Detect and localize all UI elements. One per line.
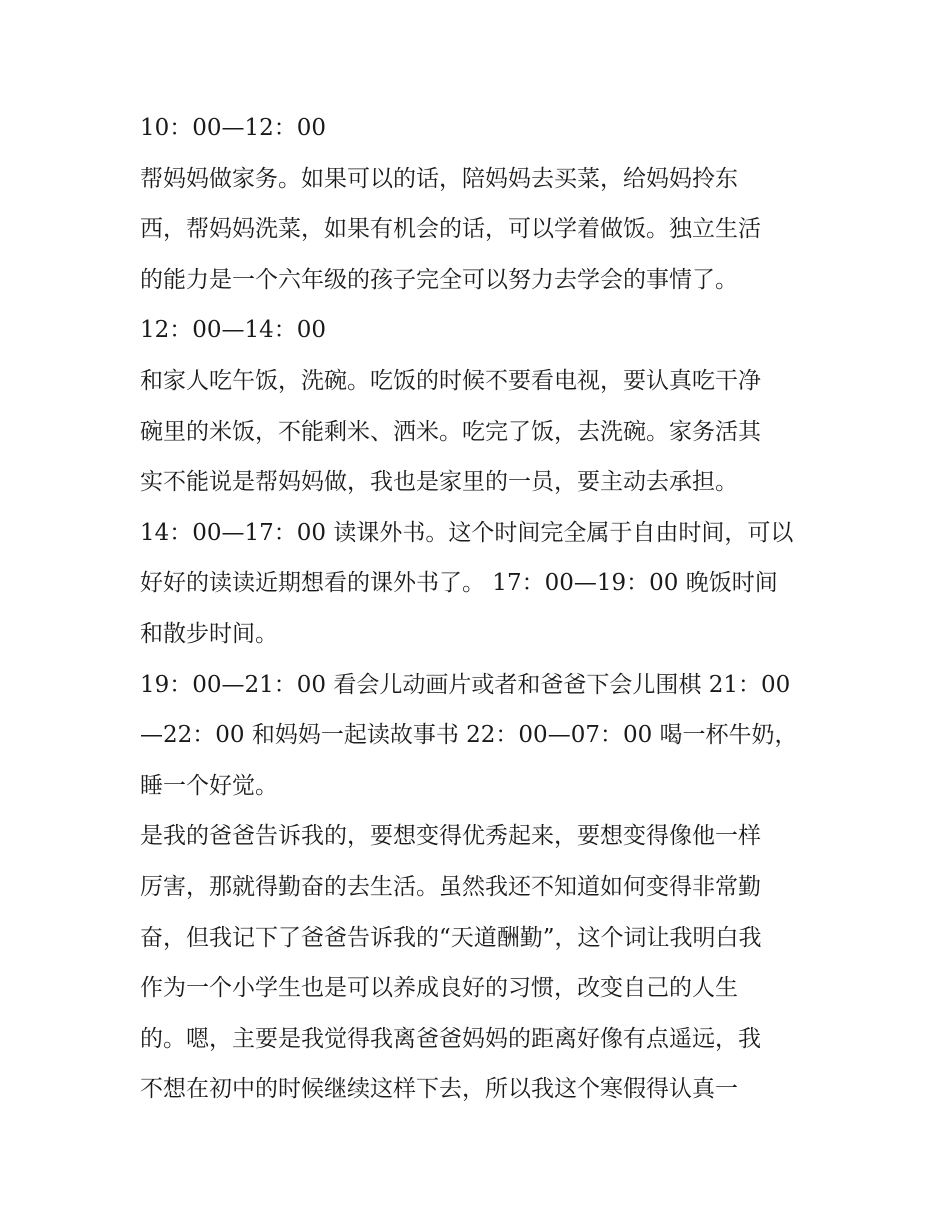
text-line-time-heading: 10：00—12：00 [140, 115, 327, 141]
text-line: 西，帮妈妈洗菜，如果有机会的话，可以学着做饭。独立生活 [140, 216, 761, 243]
text-line: 是我的爸爸告诉我的，要想变得优秀起来，要想变得像他一样 [140, 823, 761, 850]
text-line: 碗里的米饭，不能剩米、洒米。吃完了饭，去洗碗。家务活其 [140, 418, 761, 445]
text-line: —22：00 和妈妈一起读故事书 22：00—07：00 喝一杯牛奶， [140, 722, 798, 749]
text-line-time-heading: 12：00—14：00 [140, 317, 327, 344]
text-line: 和家人吃午饭，洗碗。吃饭的时候不要看电视，要认真吃干净 [140, 367, 761, 394]
text-line: 实不能说是帮妈妈做，我也是家里的一员，要主动去承担。 [140, 469, 738, 496]
document-body [140, 103, 820, 1115]
text-line: 厉害，那就得勤奋的去生活。虽然我还不知道如何变得非常勤 [140, 873, 761, 900]
text-line: 帮妈妈做家务。如果可以的话，陪妈妈去买菜，给妈妈拎东 [140, 165, 738, 192]
text-line: 好好的读读近期想看的课外书了。 17：00—19：00 晚饭时间 [140, 570, 778, 597]
text-line: 睡一个好觉。 [140, 772, 278, 799]
text-line: 作为一个小学生也是可以养成良好的习惯，改变自己的人生 [140, 975, 738, 1002]
text-line: 奋，但我记下了爸爸告诉我的“天道酬勤”，这个词让我明白我 [140, 924, 762, 951]
text-line: 的能力是一个六年级的孩子完全可以努力去学会的事情了。 [140, 266, 738, 293]
text-line: 19：00—21：00 看会儿动画片或者和爸爸下会儿围棋 21：00 [140, 671, 791, 698]
text-line: 和散步时间。 [140, 620, 278, 647]
text-line: 14：00—17：00 读课外书。这个时间完全属于自由时间，可以 [140, 519, 794, 546]
text-line: 不想在初中的时候继续这样下去，所以我这个寒假得认真一 [140, 1076, 738, 1103]
text-line: 的。嗯，主要是我觉得我离爸爸妈妈的距离好像有点遥远，我 [140, 1025, 761, 1052]
